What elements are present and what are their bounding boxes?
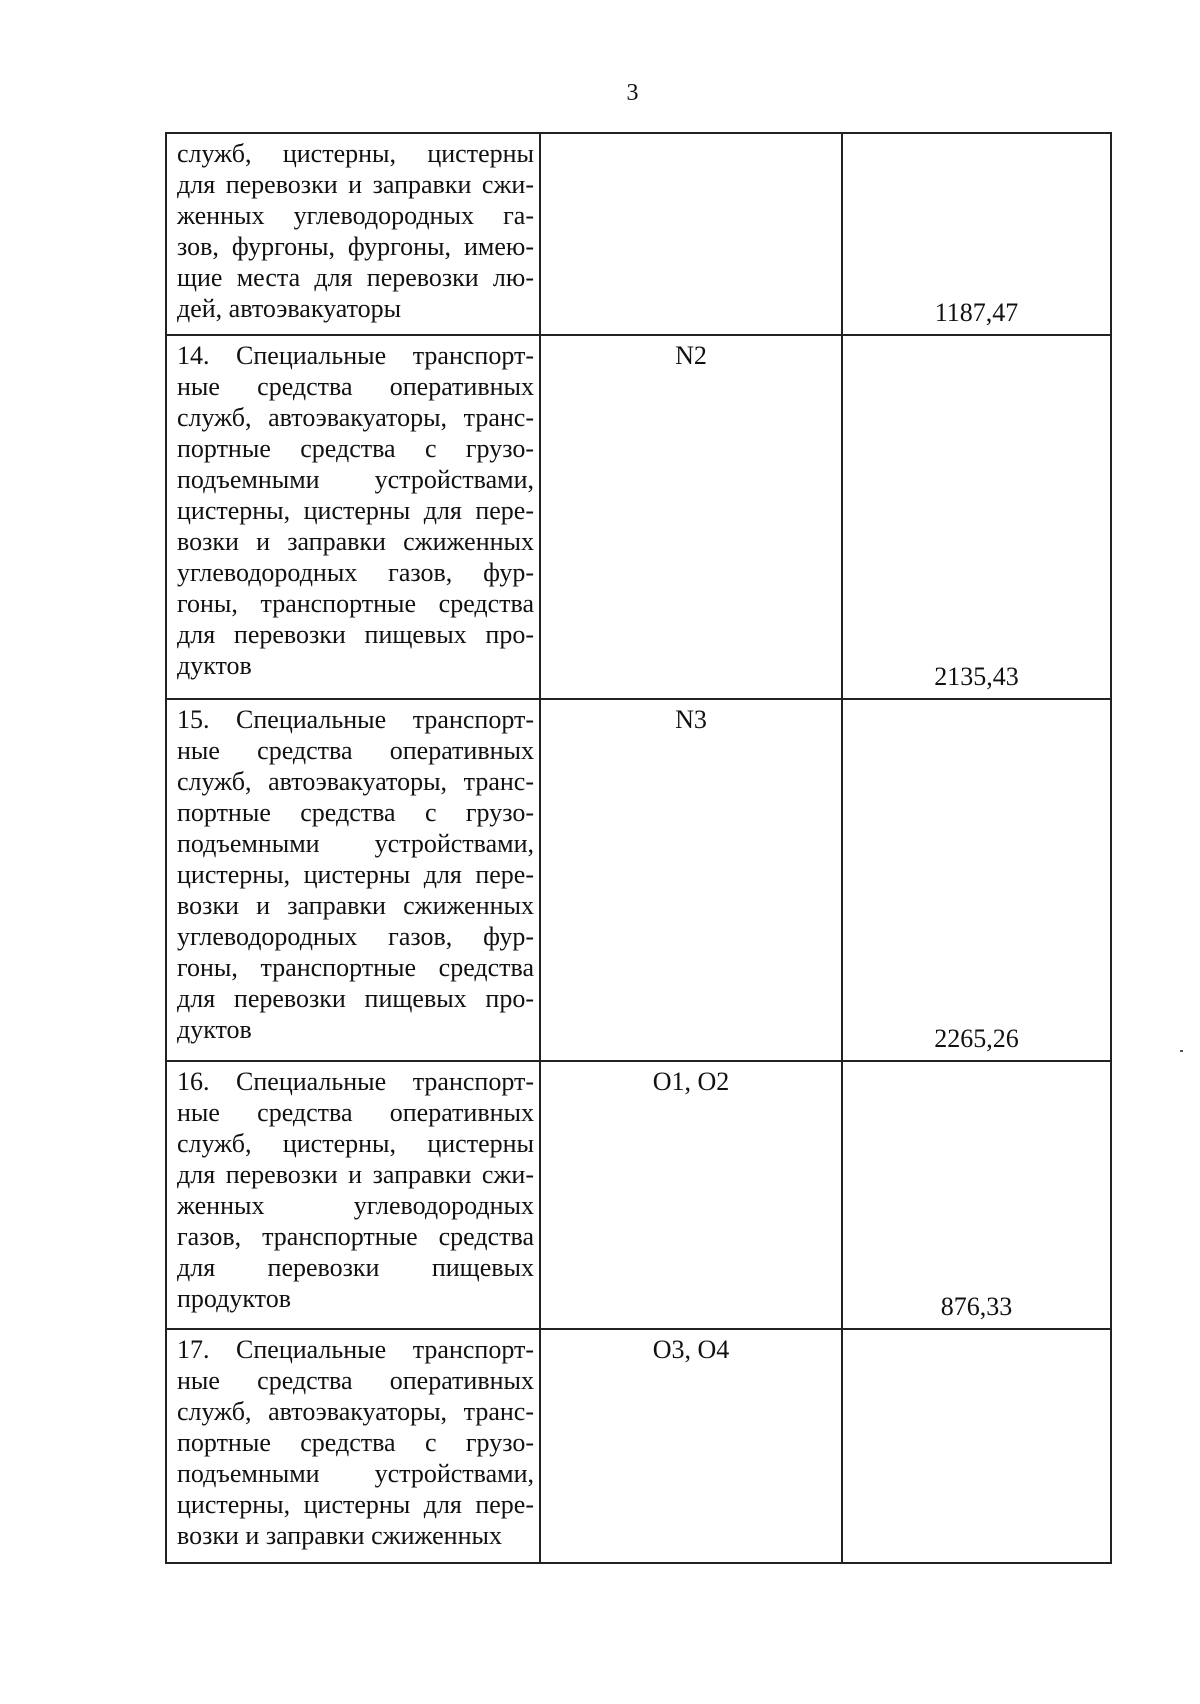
row-description-cell <box>166 335 540 699</box>
description-line: 17. Специальные транспорт- <box>177 1335 534 1364</box>
description-line: служб, цистерны, цистерны <box>177 139 534 168</box>
row-description-cell <box>166 133 540 335</box>
table-row <box>166 1329 1111 1563</box>
description-line: подъемными устройствами, <box>177 465 534 494</box>
description-line: служб, автоэвакуаторы, транс- <box>177 767 534 796</box>
description-line: дуктов <box>177 1015 252 1044</box>
description-line: служб, автоэвакуаторы, транс- <box>177 403 534 432</box>
row-value-cell <box>842 1329 1111 1563</box>
table-row <box>166 133 1111 335</box>
row-description-cell <box>166 1061 540 1329</box>
description-line: углеводородных газов, фур- <box>177 922 534 951</box>
description-line: женных углеводородных <box>177 1191 534 1220</box>
description-line: портные средства с грузо- <box>177 1428 534 1457</box>
description-line: щие места для перевозки лю- <box>177 263 534 292</box>
row-category-cell: N2 <box>540 335 842 699</box>
row-value-cell: 876,33 <box>842 1061 1111 1329</box>
scan-speck <box>1180 1050 1183 1052</box>
description-line: подъемными устройствами, <box>177 829 534 858</box>
table-row <box>166 699 1111 1061</box>
row-category-cell: N3 <box>540 699 842 1061</box>
row-description-cell <box>166 699 540 1061</box>
description-line: для перевозки пищевых про- <box>177 984 534 1013</box>
description-line: подъемными устройствами, <box>177 1459 534 1488</box>
description-line: возки и заправки сжиженных <box>177 891 534 920</box>
description-line: гоны, транспортные средства <box>177 589 534 618</box>
description-line: служб, цистерны, цистерны <box>177 1129 534 1158</box>
description-line: портные средства с грузо- <box>177 434 534 463</box>
description-line: цистерны, цистерны для пере- <box>177 496 534 525</box>
description-line: портные средства с грузо- <box>177 798 534 827</box>
description-line: для перевозки пищевых про- <box>177 620 534 649</box>
description-line: зов, фургоны, фургоны, имею- <box>177 232 534 261</box>
row-value-cell: 2135,43 <box>842 335 1111 699</box>
description-line: 14. Специальные транспорт- <box>177 341 534 370</box>
table-row <box>166 335 1111 699</box>
row-value-cell: 2265,26 <box>842 699 1111 1061</box>
description-line: ные средства оперативных <box>177 736 534 765</box>
row-value-cell: 1187,47 <box>842 133 1111 335</box>
description-line: для перевозки пищевых <box>177 1253 534 1282</box>
description-line: ные средства оперативных <box>177 1366 534 1395</box>
description-line: ные средства оперативных <box>177 372 534 401</box>
description-line: женных углеводородных га- <box>177 201 534 230</box>
row-category-cell: O1, O2 <box>540 1061 842 1329</box>
description-line: для перевозки и заправки сжи- <box>177 1160 534 1189</box>
description-line: возки и заправки сжиженных <box>177 1521 502 1550</box>
row-category-cell <box>540 133 842 335</box>
row-category-cell: O3, O4 <box>540 1329 842 1563</box>
page-number: 3 <box>626 80 639 106</box>
description-line: служб, автоэвакуаторы, транс- <box>177 1397 534 1426</box>
description-line: ные средства оперативных <box>177 1098 534 1127</box>
description-line: продуктов <box>177 1284 291 1313</box>
description-line: гоны, транспортные средства <box>177 953 534 982</box>
description-line: дей, автоэвакуаторы <box>177 294 402 323</box>
description-line: 16. Специальные транспорт- <box>177 1067 534 1096</box>
description-line: углеводородных газов, фур- <box>177 558 534 587</box>
table-body <box>166 133 1111 1563</box>
description-line: цистерны, цистерны для пере- <box>177 1490 534 1519</box>
description-line: газов, транспортные средства <box>177 1222 534 1251</box>
description-line: возки и заправки сжиженных <box>177 527 534 556</box>
description-line: для перевозки и заправки сжи- <box>177 170 534 199</box>
row-description-cell <box>166 1329 540 1563</box>
description-line: дуктов <box>177 651 252 680</box>
description-line: цистерны, цистерны для пере- <box>177 860 534 889</box>
table-row <box>166 1061 1111 1329</box>
vehicle-category-table <box>165 132 1112 1564</box>
description-line: 15. Специальные транспорт- <box>177 705 534 734</box>
